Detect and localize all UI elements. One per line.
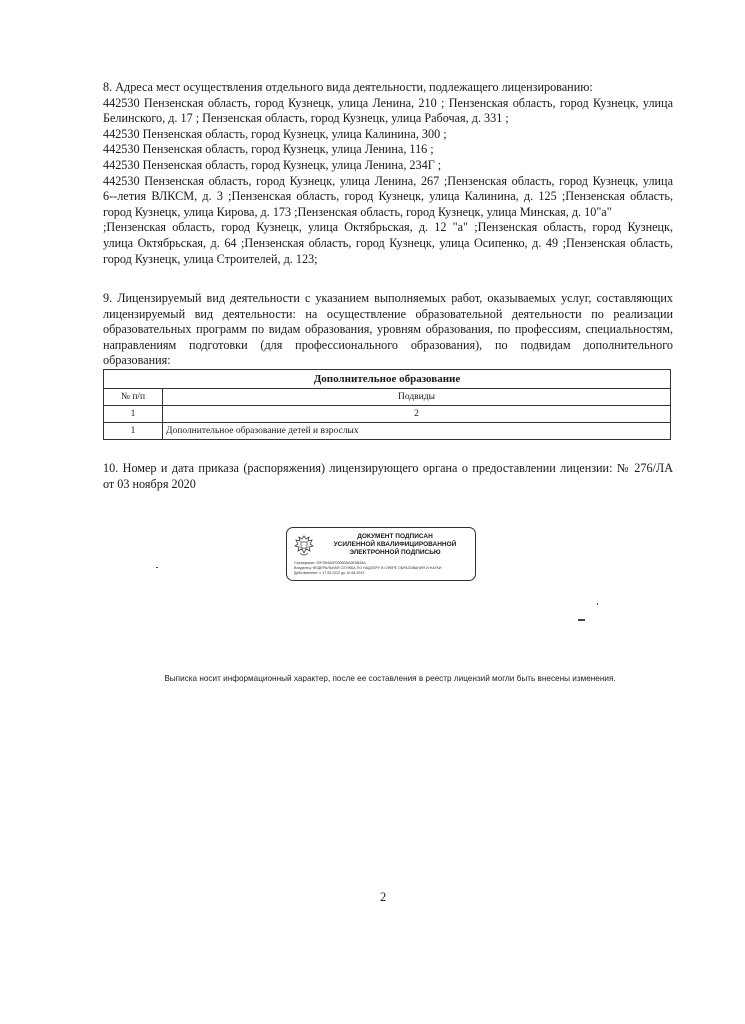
- section-8-addresses: [103, 80, 673, 267]
- stamp-title: [319, 533, 471, 557]
- section-8-line: город Кузнецк, улица Кирова, д. 173 ;Пензенская область, город Кузнецк, улица Минская, д. 10"а": [103, 204, 612, 219]
- section-10-line: 10. Номер и дата приказа (распоряжения) лицензирующего органа о предоставлении лицензии: № 276/ЛА: [103, 461, 673, 475]
- section-9-activity: [103, 291, 673, 369]
- stamp-validity: Действителен: с 17.05.2022 до 10.08.2023: [294, 571, 365, 575]
- table-row: [104, 423, 671, 440]
- section-8-line: город Кузнецк, улица Строителей, д. 123;: [103, 251, 318, 266]
- stamp-title-line: ДОКУМЕНТ ПОДПИСАН: [357, 533, 433, 540]
- row-subtype: Дополнительное образование детей и взрослых: [163, 423, 671, 440]
- header-subtypes: Подвиды: [163, 389, 671, 406]
- section-8-line: 442530 Пензенская область, город Кузнецк, улица Ленина, 116 ;: [103, 142, 434, 157]
- numbering-cell: 1: [104, 406, 163, 423]
- section-8-line: 442530 Пензенская область, город Кузнецк, улица Ленина, 210 ; Пензенская область, город Кузнецк, улица: [103, 95, 673, 110]
- section-10-order: [103, 461, 673, 492]
- page-number: 2: [380, 890, 387, 904]
- section-8-line: 6--летия ВЛКСМ, д. 3 ;Пензенская область, город Кузнецк, улица Калинина, д. 125 ;Пензенская область,: [103, 189, 673, 204]
- section-9-line: 9. Лицензируемый вид деятельности с указанием выполняемых работ, оказываемых услуг, составляющих: [103, 291, 673, 305]
- section-9-line: лицензируемый вид деятельности: на осуществление образовательной деятельности по реализации: [103, 306, 673, 321]
- scan-speck: [597, 603, 598, 605]
- section-8-line: 442530 Пензенская область, город Кузнецк, улица Ленина, 234Г ;: [103, 157, 442, 172]
- table-header-row: [104, 389, 671, 406]
- scan-speck: [578, 619, 585, 621]
- stamp-owner: Владелец: ФЕДЕРАЛЬНАЯ СЛУЖБА ПО НАДЗОРУ В СФЕРЕ ОБРАЗОВАНИЯ И НАУКИ: [294, 566, 442, 570]
- section-8-line: Белинского, д. 17 ; Пензенская область, город Кузнецк, улица Рабочая, д. 331 ;: [103, 111, 509, 126]
- stamp-certificate: Сертификат: 00F2B4A0F0005D5A9E5B45A: [294, 561, 366, 565]
- section-10-line: от 03 ноября 2020: [103, 476, 196, 491]
- header-number: № п/п: [104, 389, 163, 406]
- section-8-line: 442530 Пензенская область, город Кузнецк, улица Калинина, 300 ;: [103, 126, 447, 141]
- section-9-line: образовательных программ по видам образования, уровням образования, по профессиям, специальностям,: [103, 322, 673, 337]
- stamp-title-line: ЭЛЕКТРОННОЙ ПОДПИСЬЮ: [349, 549, 441, 556]
- table-caption-row: [104, 370, 671, 389]
- section-9-line: образования:: [103, 353, 171, 368]
- coat-of-arms-icon: [293, 534, 315, 558]
- section-9-line: направлениям подготовки (для профессионального образования), по подвидам дополнительного: [103, 337, 673, 352]
- stamp-title-line: УСИЛЕННОЙ КВАЛИФИЦИРОВАННОЙ: [333, 541, 457, 548]
- section-8-line: 8. Адреса мест осуществления отдельного вида деятельности, подлежащего лицензированию:: [103, 80, 593, 94]
- section-8-line: улица Октябрьская, д. 64 ;Пензенская область, город Кузнецк, улица Осипенко, д. 49 ;Пензенская область,: [103, 235, 673, 250]
- row-number: 1: [104, 423, 163, 440]
- additional-education-table: [103, 369, 671, 440]
- electronic-signature-stamp: [286, 527, 476, 581]
- section-8-line: ;Пензенская область, город Кузнецк, улица Октябрьская, д. 12 "а" ;Пензенская область, город Кузнецк,: [103, 220, 673, 235]
- disclaimer-note: Выписка носит информационный характер, после ее составления в реестр лицензий могли быть внесены изменения.: [164, 674, 616, 683]
- section-8-line: 442530 Пензенская область, город Кузнецк, улица Ленина, 267 ;Пензенская область, город Кузнецк, улица: [103, 173, 673, 188]
- table-caption: Дополнительное образование: [104, 370, 671, 389]
- numbering-cell: 2: [163, 406, 671, 423]
- scan-speck: [156, 567, 158, 568]
- table-numbering-row: [104, 406, 671, 423]
